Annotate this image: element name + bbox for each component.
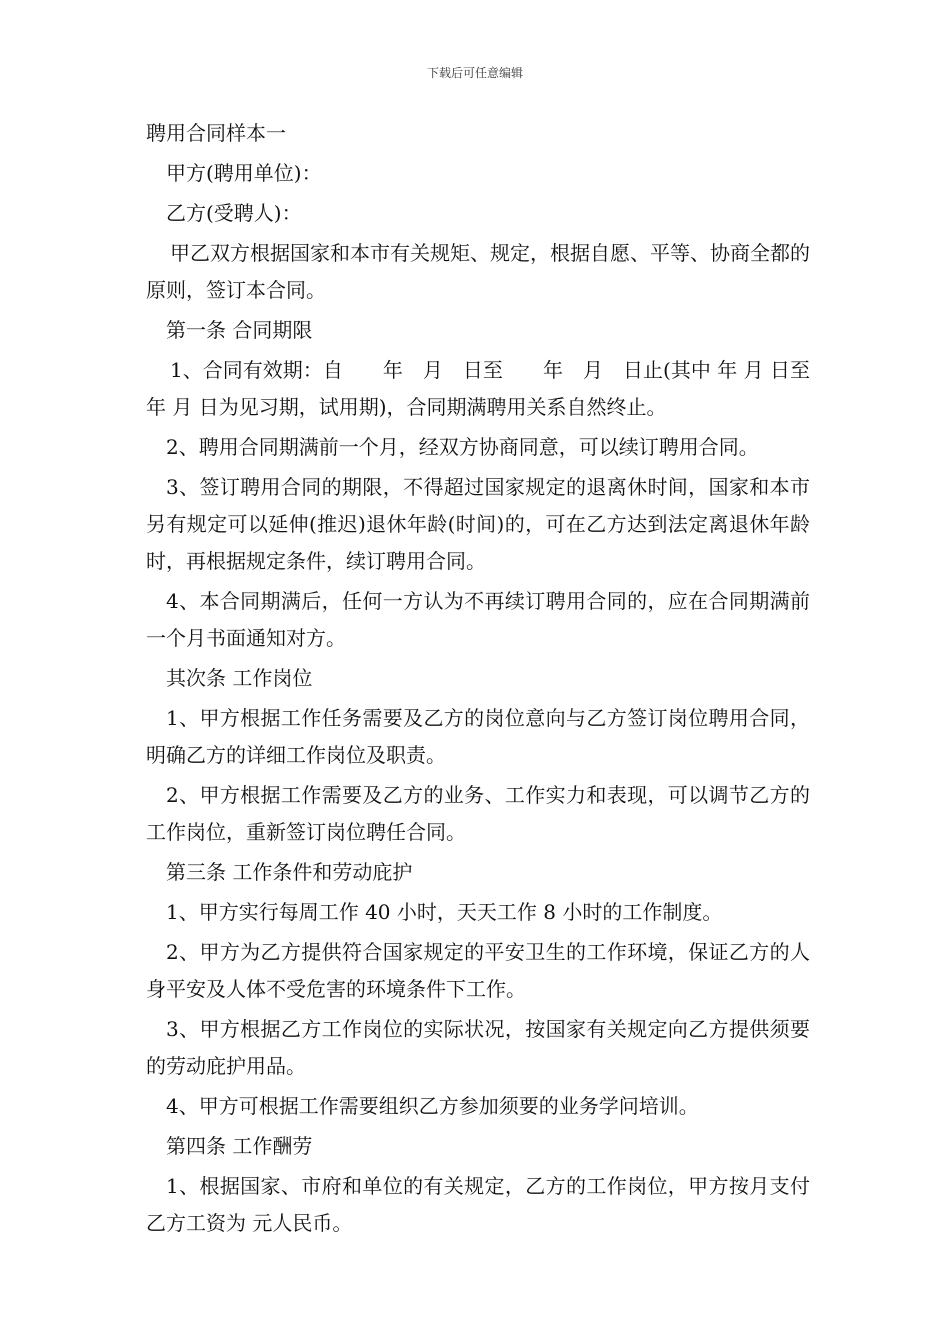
article-3-heading: 第三条 工作条件和劳动庇护 (166, 860, 413, 884)
article-4-heading: 第四条 工作酬劳 (166, 1134, 313, 1158)
contract-title: 聘用合同样本一 (146, 121, 286, 145)
article-3-clause-4: 4、甲方可根据工作需要组织乙方参加须要的业务学问培训。 (166, 1094, 699, 1118)
party-b-line: 乙方(受聘人)： (166, 201, 302, 225)
article-3-clause-2: 2、甲方为乙方提供符合国家规定的平安卫生的工作环境，保证乙方的人身平安及人体不受危害的环境条件下工作。 (146, 940, 810, 1001)
article-4-clause-1: 1、根据国家、市府和单位的有关规定，乙方的工作岗位，甲方按月支付乙方工资为 元人民币。 (146, 1174, 810, 1235)
party-a-line: 甲方(聘用单位)： (166, 161, 322, 185)
article-3-clause-1: 1、甲方实行每周工作 40 小时，天天工作 8 小时的工作制度。 (166, 900, 723, 924)
article-2-clause-2: 2、甲方根据工作需要及乙方的业务、工作实力和表现，可以调节乙方的工作岗位，重新签订岗位聘任合同。 (146, 783, 810, 844)
article-1-heading: 第一条 合同期限 (166, 318, 313, 342)
page-header: 下载后可任意编辑 (426, 66, 523, 80)
article-3-clause-3: 3、甲方根据乙方工作岗位的实际状况，按国家有关规定向乙方提供须要的劳动庇护用品。 (146, 1017, 810, 1078)
preamble-paragraph: 甲乙双方根据国家和本市有关规矩、规定，根据自愿、平等、协商全都的原则，签订本合同。 (146, 241, 810, 302)
article-1-clause-4: 4、本合同期满后，任何一方认为不再续订聘用合同的，应在合同期满前一个月书面通知对方。 (146, 589, 810, 650)
article-2-clause-1: 1、甲方根据工作任务需要及乙方的岗位意向与乙方签订岗位聘用合同，明确乙方的详细工作岗位及职责。 (146, 706, 810, 767)
document-body (146, 115, 810, 1245)
article-1-clause-1: 1、合同有效期：自 年 月 日至 年 月 日止(其中 年 月 日至 年 月 日为见习期，试用期)，合同期满聘用关系自然终止。 (146, 358, 810, 419)
article-1-clause-2: 2、聘用合同期满前一个月，经双方协商同意，可以续订聘用合同。 (166, 435, 759, 459)
article-1-clause-3: 3、签订聘用合同的期限，不得超过国家规定的退离休时间，国家和本市另有规定可以延伸(推迟)退休年龄(时间)的，可在乙方达到法定离退休年龄时，再根据规定条件，续订聘用合同。 (146, 475, 810, 573)
article-2-heading: 其次条 工作岗位 (166, 666, 313, 690)
